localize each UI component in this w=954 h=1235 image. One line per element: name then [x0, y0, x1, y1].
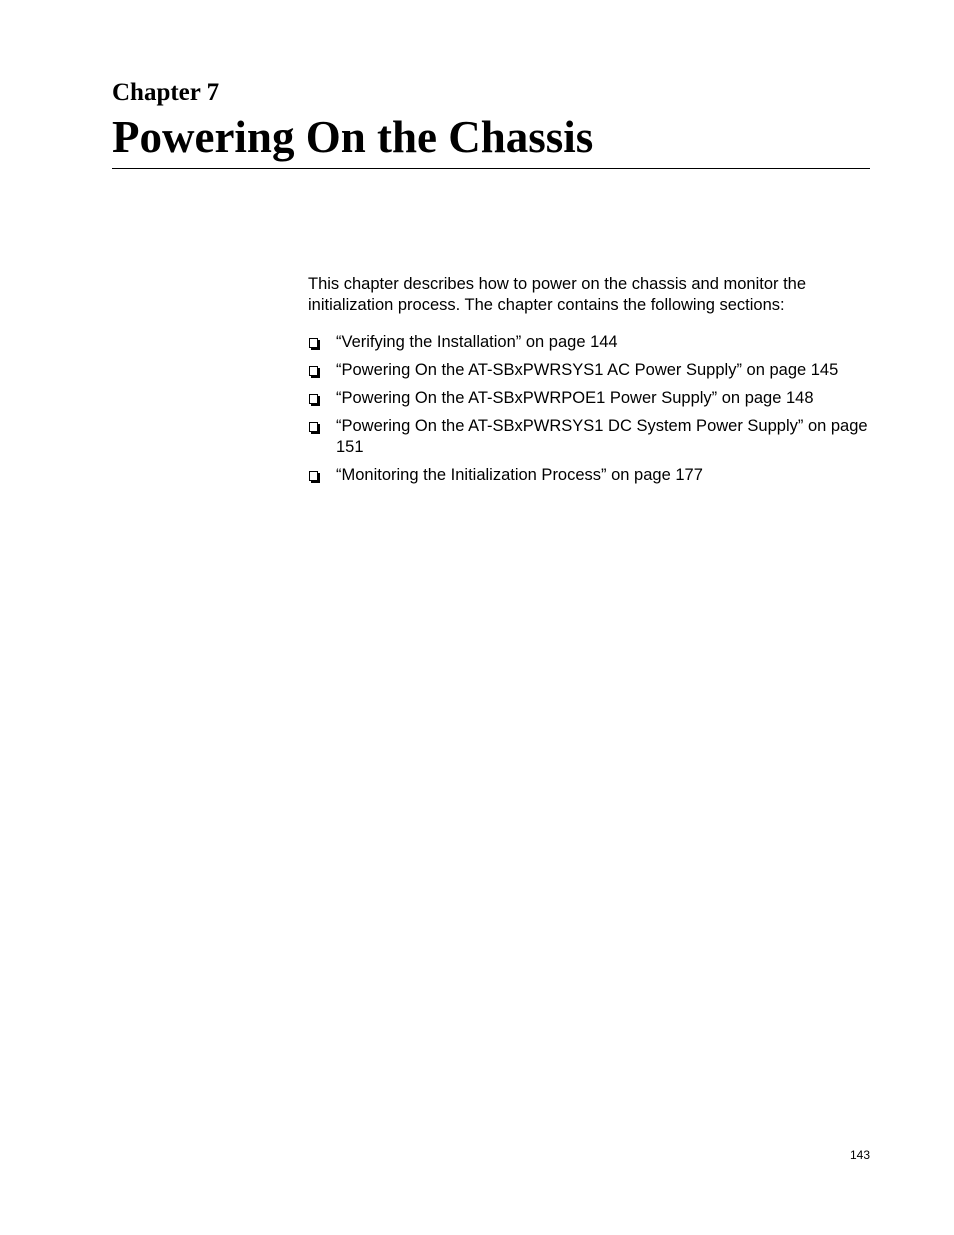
- section-link[interactable]: “Powering On the AT-SBxPWRSYS1 AC Power Supply” on page 145: [336, 361, 839, 379]
- section-link[interactable]: “Powering On the AT-SBxPWRPOE1 Power Supply” on page 148: [336, 389, 814, 407]
- page-number: 143: [849, 1148, 870, 1162]
- section-link[interactable]: “Powering On the AT-SBxPWRSYS1 DC System Power Supply” on page 151: [336, 417, 868, 456]
- hollow-box-icon: [309, 338, 318, 348]
- section-item-verifying-installation[interactable]: [308, 332, 868, 353]
- section-link[interactable]: “Monitoring the Initialization Process” on page 177: [336, 466, 703, 484]
- section-item-dc-system-power-supply[interactable]: [308, 416, 868, 458]
- section-item-ac-power-supply[interactable]: [308, 360, 868, 381]
- hollow-box-icon: [309, 422, 318, 432]
- section-item-poe-power-supply[interactable]: [308, 388, 868, 409]
- chapter-title: Powering On the Chassis: [112, 112, 594, 162]
- hollow-box-icon: [309, 366, 318, 376]
- section-item-monitoring-initialization[interactable]: [308, 465, 868, 486]
- section-list: [308, 332, 868, 493]
- section-link[interactable]: “Verifying the Installation” on page 144: [336, 333, 618, 351]
- intro-paragraph: This chapter describes how to power on the chassis and monitor the initialization process. The chapter contains the following sections:: [308, 275, 807, 314]
- hollow-box-icon: [309, 394, 318, 404]
- hollow-box-icon: [309, 471, 318, 481]
- chapter-label: Chapter 7: [112, 79, 220, 106]
- title-divider: [112, 168, 870, 169]
